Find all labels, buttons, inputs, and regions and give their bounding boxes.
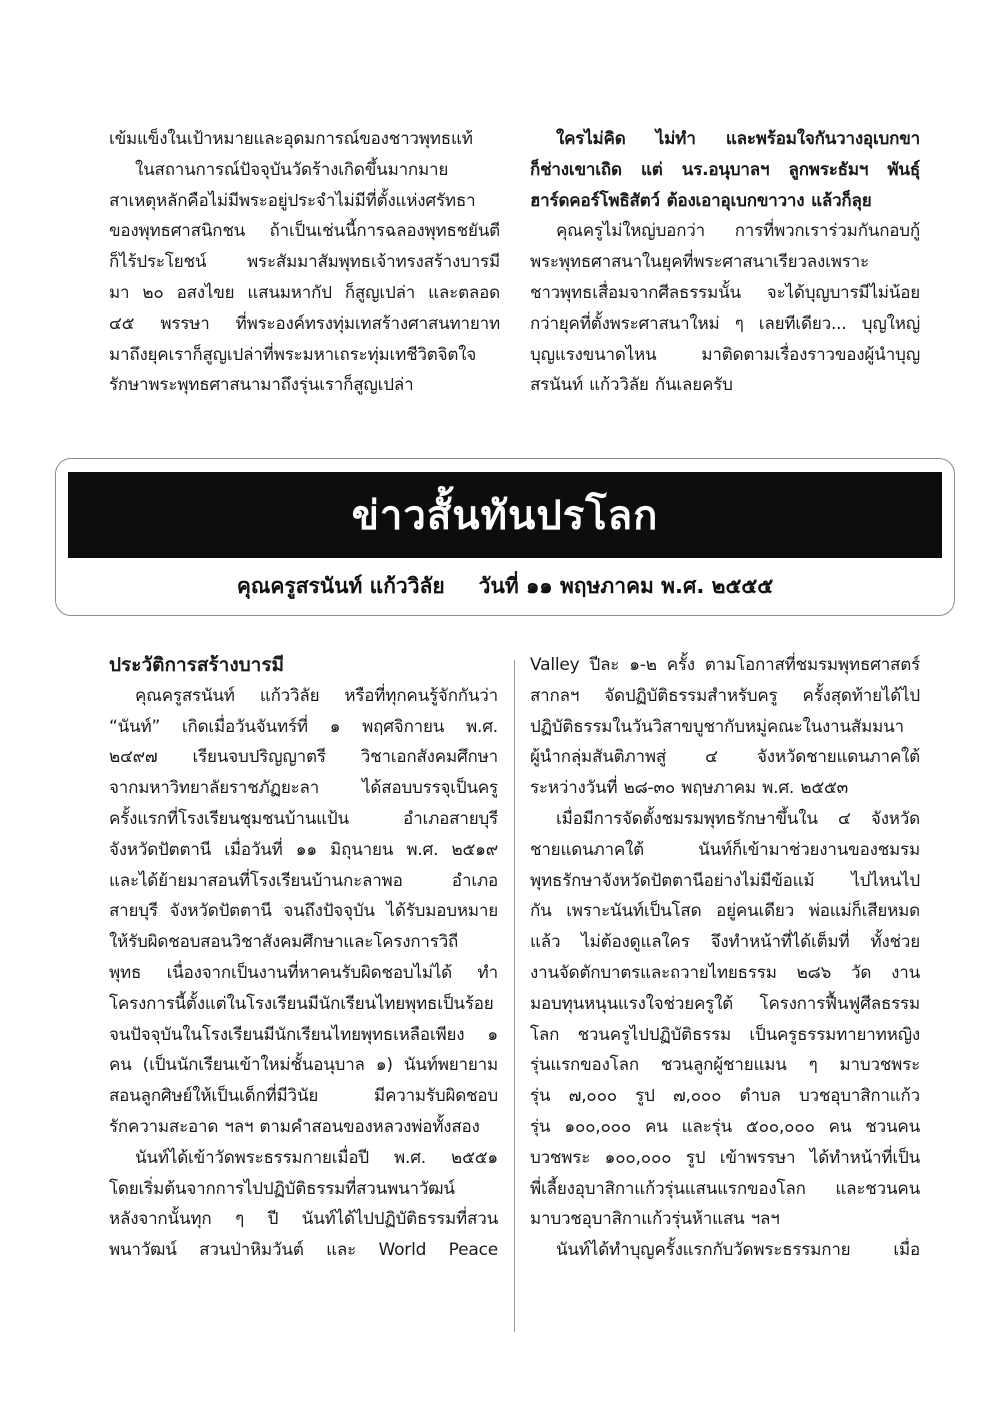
paragraph-line: ครั้งแรกที่โรงเรียนชุมชนบ้านแป้น อำเภอสายบุรี	[109, 808, 498, 829]
paragraph-line: จากมหาวิทยาลัยราชภัฏยะลา ได้สอบบรรจุเป็นครู	[109, 778, 498, 799]
paragraph-line: ฮาร์ดคอร์โพธิสัตว์ ต้องเอาอุเบกขาวาง แล้วก็ลุย	[530, 190, 872, 211]
bottom-right-column	[530, 650, 920, 1266]
paragraph-line: มาบวชอุบาสิกาแก้วรุ่นห้าแสน ฯลฯ	[530, 1209, 780, 1230]
paragraph-line: รักษาพระพุทธศาสนามาถึงรุ่นเราก็สูญเปล่า	[109, 375, 414, 396]
paragraph-line: ๔๕ พรรษา ที่พระองค์ทรงทุ่มเทสร้างศาสนทายาท	[109, 313, 500, 334]
paragraph-line: บวชพระ ๑๐๐,๐๐๐ รูป เข้าพรรษา ได้ทำหน้าที่เป็น	[530, 1147, 920, 1168]
paragraph-line: มอบทุนหนุนแรงใจช่วยครูใต้ โครงการฟื้นฟูศีลธรรม	[530, 993, 920, 1014]
paragraph-line: ปฏิบัติธรรมในวันวิสาขบูชากับหมู่คณะในงานสัมมนา	[530, 716, 904, 737]
paragraph-line: ใครไม่คิด ไม่ทำ และพร้อมใจกันวางอุเบกขา	[556, 129, 920, 149]
paragraph-line: รักความสะอาด ฯลฯ ตามคำสอนของหลวงพ่อทั้งสอง	[109, 1116, 480, 1137]
paragraph-line: ในสถานการณ์ปัจจุบันวัดร้างเกิดขึ้นมากมาย	[135, 159, 449, 180]
paragraph-line: พระพุทธศาสนาในยุคที่พระศาสนาเรียวลงเพราะ	[530, 252, 869, 273]
publish-date: วันที่ ๑๑ พฤษภาคม พ.ศ. ๒๕๕๕	[478, 573, 774, 598]
paragraph-line: แล้ว ไม่ต้องดูแลใคร จึงทำหน้าที่ได้เต็มที่ ทั้งช่วย	[530, 932, 920, 953]
paragraph-line: จังหวัดปัตตานี เมื่อวันที่ ๑๑ มิถุนายน พ.ศ. ๒๕๑๙	[109, 839, 498, 860]
paragraph-line: ชายแดนภาคใต้ นันท์ก็เข้ามาช่วยงานของชมรม	[530, 839, 920, 860]
paragraph-line: และได้ย้ายมาสอนที่โรงเรียนบ้านกะลาพอ อำเภอ	[109, 870, 498, 891]
paragraph-line: ชาวพุทธเสื่อมจากศีลธรรมนั้น จะได้บุญบารมีไม่น้อย	[530, 282, 920, 303]
paragraph-line: มา ๒๐ อสงไขย แสนมหากัป ก็สูญเปล่า และตลอด	[109, 282, 500, 303]
paragraph-line: พี่เลี้ยงอุบาสิกาแก้วรุ่นแสนแรกของโลก และชวนคน	[530, 1178, 920, 1199]
paragraph-line: พนาวัฒน์ สวนป่าหิมวันต์ และ World Peace	[109, 1240, 498, 1261]
paragraph-line: กว่ายุคที่ตั้งพระศาสนาใหม่ ๆ เลยทีเดียว... บุญใหญ่	[530, 313, 920, 334]
paragraph-line: สอนลูกศิษย์ให้เป็นเด็กที่มีวินัย มีความรับผิดชอบ	[109, 1086, 498, 1107]
paragraph-line: พุทธรักษาจังหวัดปัตตานีอย่างไม่มีข้อแม้ ไปไหนไป	[530, 870, 920, 891]
paragraph-line: ก็ช่างเขาเถิด แต่ นร.อนุบาลฯ ลูกพระธัมฯ พันธุ์	[530, 159, 920, 180]
bottom-left-column	[109, 650, 498, 1266]
paragraph-line: “นันท์” เกิดเมื่อวันจันทร์ที่ ๑ พฤศจิกายน พ.ศ.	[109, 716, 498, 737]
column-divider	[514, 660, 515, 1332]
paragraph-line: ๒๔๙๗ เรียนจบปริญญาตรี วิชาเอกสังคมศึกษา	[109, 747, 498, 768]
paragraph-line: ระหว่างวันที่ ๒๘-๓๐ พฤษภาคม พ.ศ. ๒๕๕๓	[530, 778, 849, 799]
paragraph-line: รุ่น ๑๐๐,๐๐๐ คน และรุ่น ๕๐๐,๐๐๐ คน ชวนคน	[530, 1116, 920, 1137]
paragraph-line: ก็ไร้ประโยชน์ พระสัมมาสัมพุทธเจ้าทรงสร้างบารมี	[109, 252, 500, 273]
paragraph-line: คุณครูไม่ใหญ่บอกว่า การที่พวกเราร่วมกันกอบกู้	[556, 221, 920, 242]
paragraph-line: สาเหตุหลักคือไม่มีพระอยู่ประจำไม่มีที่ตั้งแห่งศรัทธา	[109, 190, 476, 211]
paragraph-line: เข้มแข็งในเป้าหมายและอุดมการณ์ของชาวพุทธแท้	[109, 129, 473, 149]
paragraph-line: สายบุรี จังหวัดปัตตานี จนถึงปัจจุบัน ได้รับมอบหมาย	[109, 901, 498, 922]
paragraph-line: บุญแรงขนาดไหน มาติดตามเรื่องราวของผู้นำบุญ	[530, 344, 920, 365]
paragraph-line: สรนันท์ แก้ววิลัย กันเลยครับ	[530, 375, 733, 396]
paragraph-line: ให้รับผิดชอบสอนวิชาสังคมศึกษาและโครงการวิถี	[109, 932, 459, 953]
paragraph-line: นันท์ได้เข้าวัดพระธรรมกายเมื่อปี พ.ศ. ๒๕๕๑	[135, 1147, 498, 1168]
paragraph-line: กัน เพราะนันท์เป็นโสด อยู่คนเดียว พ่อแม่ก็เสียหมด	[530, 901, 920, 922]
paragraph-line: รุ่นแรกของโลก ชวนลูกผู้ชายแมน ๆ มาบวชพระ	[530, 1055, 920, 1076]
author-name: คุณครูสรนันท์ แก้ววิลัย	[236, 573, 445, 598]
paragraph-line: โลก ชวนครูไปปฏิบัติธรรม เป็นครูธรรมทายาทหญิง	[530, 1024, 920, 1045]
top-right-column	[530, 124, 920, 401]
paragraph-line: มาถึงยุคเราก็สูญเปล่าที่พระมหาเถระทุ่มเทชีวิตจิตใจ	[109, 344, 477, 365]
news-title: ข่าวสั้นทันปรโลก	[351, 493, 659, 539]
section-heading: ประวัติการสร้างบารมี	[109, 654, 285, 676]
paragraph-line: งานจัดตักบาตรและถวายไทยธรรม ๒๘๖ วัด งาน	[530, 962, 920, 983]
paragraph-line: สากลฯ จัดปฏิบัติธรรมสำหรับครู ครั้งสุดท้ายได้ไป	[530, 685, 920, 706]
paragraph-line: Valley ปีละ ๑-๒ ครั้ง ตามโอกาสที่ชมรมพุทธศาสตร์	[530, 655, 920, 675]
paragraph-line: คน (เป็นนักเรียนเข้าใหม่ชั้นอนุบาล ๑) นันท์พยายาม	[109, 1055, 498, 1076]
paragraph-line: ผู้นำกลุ่มสันติภาพสู่ ๔ จังหวัดชายแดนภาคใต้	[530, 747, 920, 768]
top-left-column	[109, 124, 500, 401]
paragraph-line: หลังจากนั้นทุก ๆ ปี นันท์ได้ไปปฏิบัติธรรมที่สวน	[109, 1209, 498, 1230]
paragraph-line: เมื่อมีการจัดตั้งชมรมพุทธรักษาขึ้นใน ๔ จังหวัด	[556, 808, 920, 829]
byline	[68, 568, 942, 604]
paragraph-line: ของพุทธศาสนิกชน ถ้าเป็นเช่นนี้การฉลองพุทธชยันตี	[109, 221, 500, 242]
paragraph-line: รุ่น ๗,๐๐๐ รูป ๗,๐๐๐ ตำบล บวชอุบาสิกาแก้ว	[530, 1086, 920, 1107]
news-banner	[68, 472, 942, 558]
paragraph-line: พุทธ เนื่องจากเป็นงานที่หาคนรับผิดชอบไม่ได้ ทำ	[109, 962, 498, 983]
paragraph-line: คุณครูสรนันท์ แก้ววิลัย หรือที่ทุกคนรู้จักกันว่า	[135, 685, 498, 706]
paragraph-line: จนปัจจุบันในโรงเรียนมีนักเรียนไทยพุทธเหลือเพียง ๑	[109, 1024, 498, 1045]
paragraph-line: นันท์ได้ทำบุญครั้งแรกกับวัดพระธรรมกาย เมื่อ	[556, 1240, 920, 1261]
paragraph-line: โดยเริ่มต้นจากการไปปฏิบัติธรรมที่สวนพนาวัฒน์	[109, 1178, 455, 1199]
paragraph-line: โครงการนี้ตั้งแต่ในโรงเรียนมีนักเรียนไทยพุทธเป็นร้อย	[109, 993, 494, 1014]
